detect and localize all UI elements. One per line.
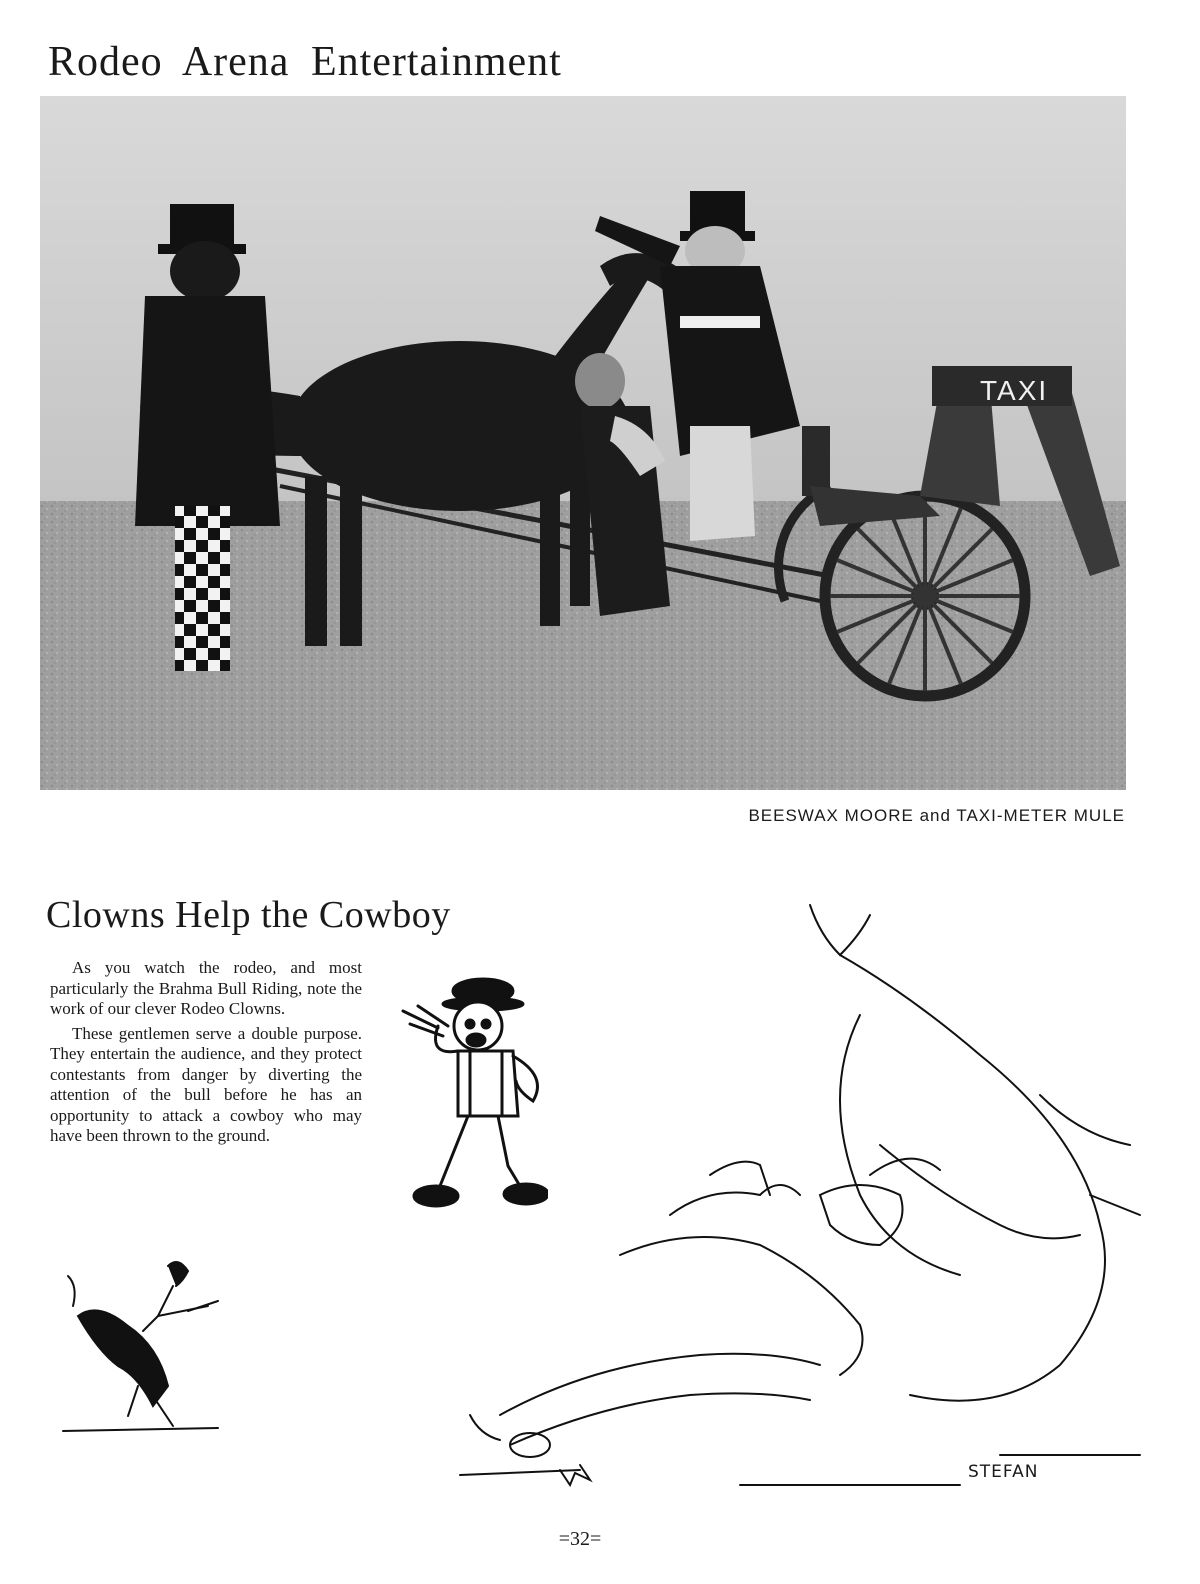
bull-and-cowboy-sketch xyxy=(440,895,1160,1515)
artist-signature: STEFAN xyxy=(968,1462,1039,1482)
page-title: Rodeo Arena Entertainment xyxy=(48,39,562,85)
rodeo-photo xyxy=(40,96,1126,790)
section-title: Clowns Help the Cowboy xyxy=(46,894,451,936)
paragraph: As you watch the rodeo, and most particularly the Brahma Bull Riding, note the work of our clever Rodeo Clowns. xyxy=(50,958,362,1018)
photo-caption: BEESWAX MOORE and TAXI-METER MULE xyxy=(748,806,1125,825)
page-number: =32= xyxy=(558,1528,602,1550)
paragraph: These gentlemen serve a double purpose. They entertain the audience, and they protect contestants from danger by diverting the attention of the bull before he has an opportunity to attack a cowboy who may have been thrown to the ground. xyxy=(50,1023,362,1145)
cart-wheel xyxy=(825,496,1025,696)
bronc-rider-sketch xyxy=(58,1256,223,1438)
article-body xyxy=(50,958,362,1151)
taxi-sign: TAXI xyxy=(980,375,1049,406)
